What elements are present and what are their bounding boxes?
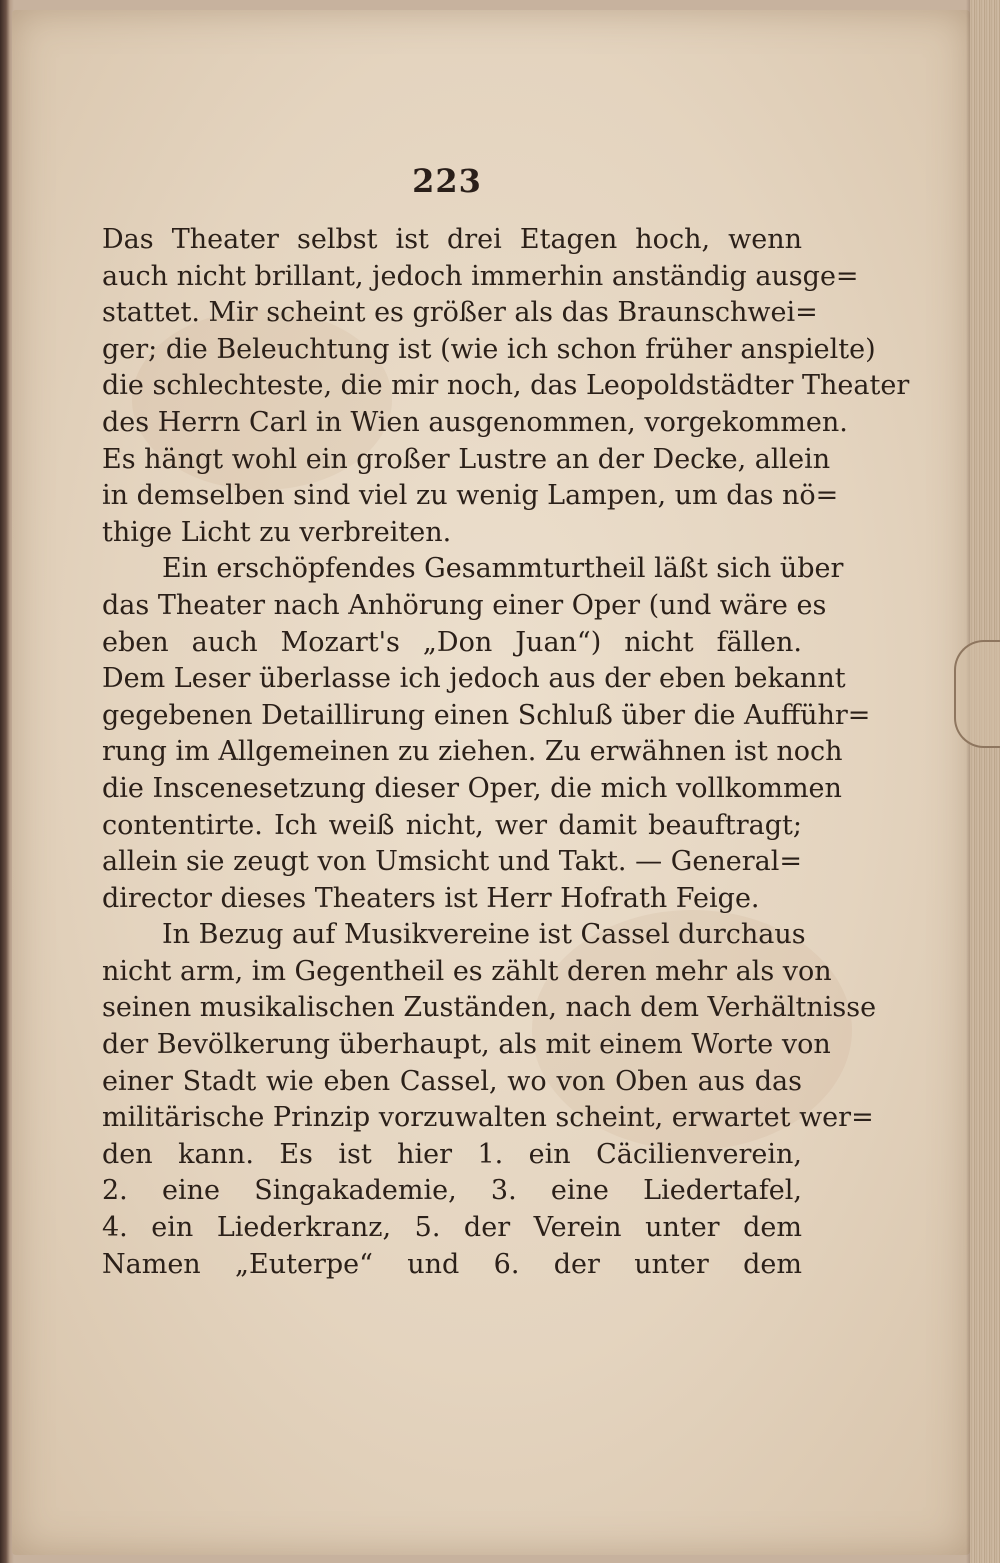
text-line: rung im Allgemeinen zu ziehen. Zu erwähnen ist noch bbox=[102, 736, 843, 768]
text-line: Das Theater selbst ist drei Etagen hoch, wenn bbox=[102, 224, 802, 255]
text-line: militärische Prinzip vorzuwalten scheint, erwartet wer= bbox=[102, 1102, 874, 1134]
text-line: thige Licht zu verbreiten. bbox=[102, 516, 452, 548]
page-edges bbox=[970, 0, 1000, 1563]
text-line: 2. eine Singakademie, 3. eine Liedertafel, bbox=[102, 1175, 802, 1207]
page-number: 223 bbox=[412, 162, 482, 200]
text-line: die Inscenesetzung dieser Oper, die mich vollkommen bbox=[102, 772, 842, 804]
text-line: director dieses Theaters ist Herr Hofrath Feige. bbox=[102, 882, 760, 914]
text-line: der Bevölkerung überhaupt, als mit einem Worte von bbox=[102, 1029, 831, 1061]
text-line: den kann. Es ist hier 1. ein Cäcilienverein, bbox=[102, 1138, 802, 1170]
text-line: ger; die Beleuchtung ist (wie ich schon früher anspielte) bbox=[102, 333, 876, 365]
text-line: eben auch Mozart's „Don Juan“) nicht fällen. bbox=[102, 626, 802, 658]
text-line: nicht arm, im Gegentheil es zählt deren mehr als von bbox=[102, 955, 832, 987]
book-page bbox=[12, 10, 970, 1555]
book-clasp-mark bbox=[954, 640, 1000, 748]
body-text bbox=[102, 222, 910, 1283]
text-line: stattet. Mir scheint es größer als das Braunschwei= bbox=[102, 297, 818, 329]
text-line: auch nicht brillant, jedoch immerhin anständig ausge= bbox=[102, 260, 859, 292]
text-line: des Herrn Carl in Wien ausgenommen, vorgekommen. bbox=[102, 406, 848, 438]
text-line: die schlechteste, die mir noch, das Leopoldstädter Theater bbox=[102, 370, 910, 402]
text-line: 4. ein Liederkranz, 5. der Verein unter dem bbox=[102, 1212, 802, 1244]
text-line: contentirte. Ich weiß nicht, wer damit beauftragt; bbox=[102, 809, 802, 841]
text-line: das Theater nach Anhörung einer Oper (und wäre es bbox=[102, 589, 827, 621]
text-line: Dem Leser überlasse ich jedoch aus der eben bekannt bbox=[102, 663, 846, 695]
text-line: Es hängt wohl ein großer Lustre an der Decke, allein bbox=[102, 443, 831, 475]
text-line: In Bezug auf Musikvereine ist Cassel durchaus bbox=[162, 919, 806, 951]
text-line: Ein erschöpfendes Gesammturtheil läßt sich über bbox=[162, 553, 844, 585]
text-line: in demselben sind viel zu wenig Lampen, um das nö= bbox=[102, 480, 839, 512]
text-line: Namen „Euterpe“ und 6. der unter dem bbox=[102, 1248, 802, 1280]
text-line: einer Stadt wie eben Cassel, wo von Oben aus das bbox=[102, 1065, 802, 1097]
text-line: seinen musikalischen Zuständen, nach dem Verhältnisse bbox=[102, 992, 877, 1024]
text-line: allein sie zeugt von Umsicht und Takt. — General= bbox=[102, 846, 802, 878]
text-line: gegebenen Detaillirung einen Schluß über die Aufführ= bbox=[102, 699, 871, 731]
